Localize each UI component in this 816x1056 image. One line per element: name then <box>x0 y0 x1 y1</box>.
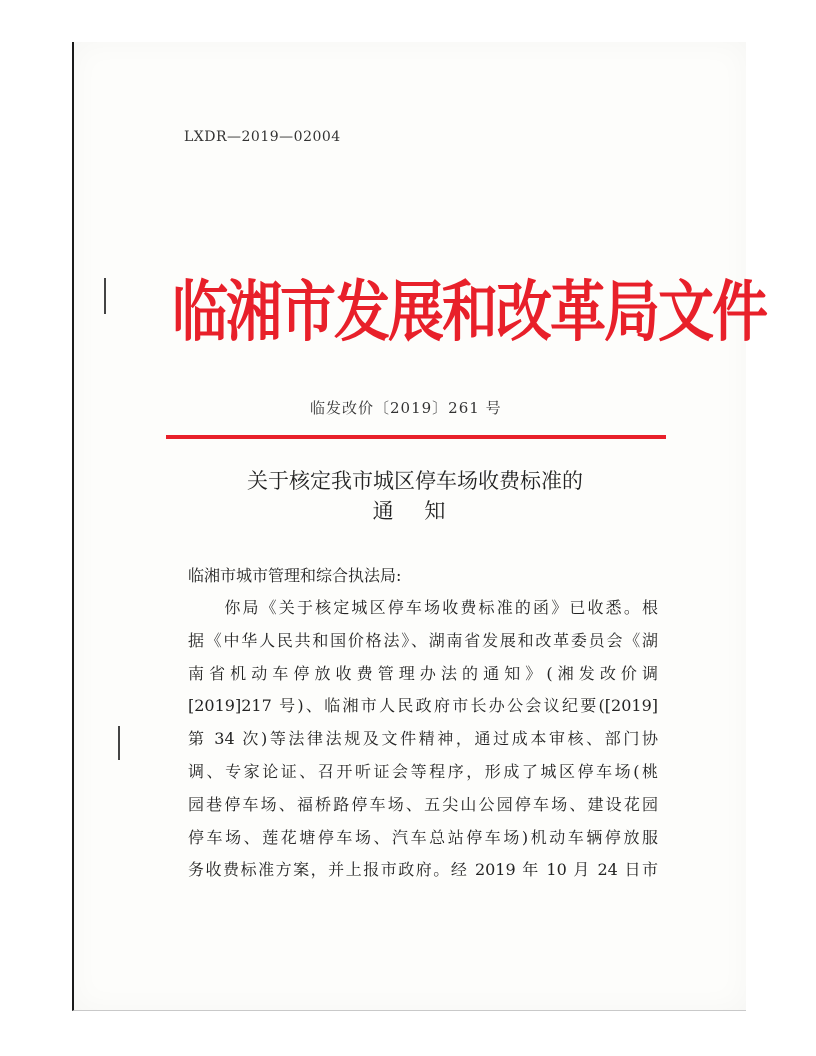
binding-mark <box>118 726 120 760</box>
body-line: 调、专家论证、召开听证会等程序，形成了城区停车场(桃 <box>188 761 658 781</box>
body-line: 园巷停车场、福桥路停车场、五尖山公园停车场、建设花园 <box>188 794 658 814</box>
body-line: 务收费标准方案，并上报市政府。经 2019 年 10 月 24 日市 <box>188 860 658 880</box>
red-separator-line <box>166 435 666 439</box>
notice-title <box>160 466 670 526</box>
addressee: 临湘市城市管理和综合执法局: <box>188 566 402 585</box>
body-line: 据《中华人民共和国价格法》、湖南省发展和改革委员会《湖 <box>188 630 658 650</box>
body-paragraph <box>188 592 658 887</box>
body-line: 你局《关于核定城区停车场收费标准的函》已收悉。根 <box>188 598 658 617</box>
notice-title-line-1: 关于核定我市城区停车场收费标准的 <box>247 469 583 493</box>
document-code: LXDR—2019—02004 <box>184 129 341 145</box>
body-line: 南省机动车停放收费管理办法的通知》(湘发改价调 <box>188 663 658 683</box>
body-line: [2019]217 号)、临湘市人民政府市长办公会议纪要([2019] <box>188 696 658 716</box>
document-number: 临发改价〔2019〕261 号 <box>310 399 502 417</box>
body-line: 停车场、莲花塘停车场、汽车总站停车场)机动车辆停放服 <box>188 827 658 847</box>
body-line: 第 34 次)等法律法规及文件精神，通过成本审核、部门协 <box>188 729 658 749</box>
notice-title-line-2: 通 知 <box>372 499 458 523</box>
issuer-header-title: 临湘市发展和改革局文件 <box>172 273 766 351</box>
binding-mark <box>104 278 106 314</box>
